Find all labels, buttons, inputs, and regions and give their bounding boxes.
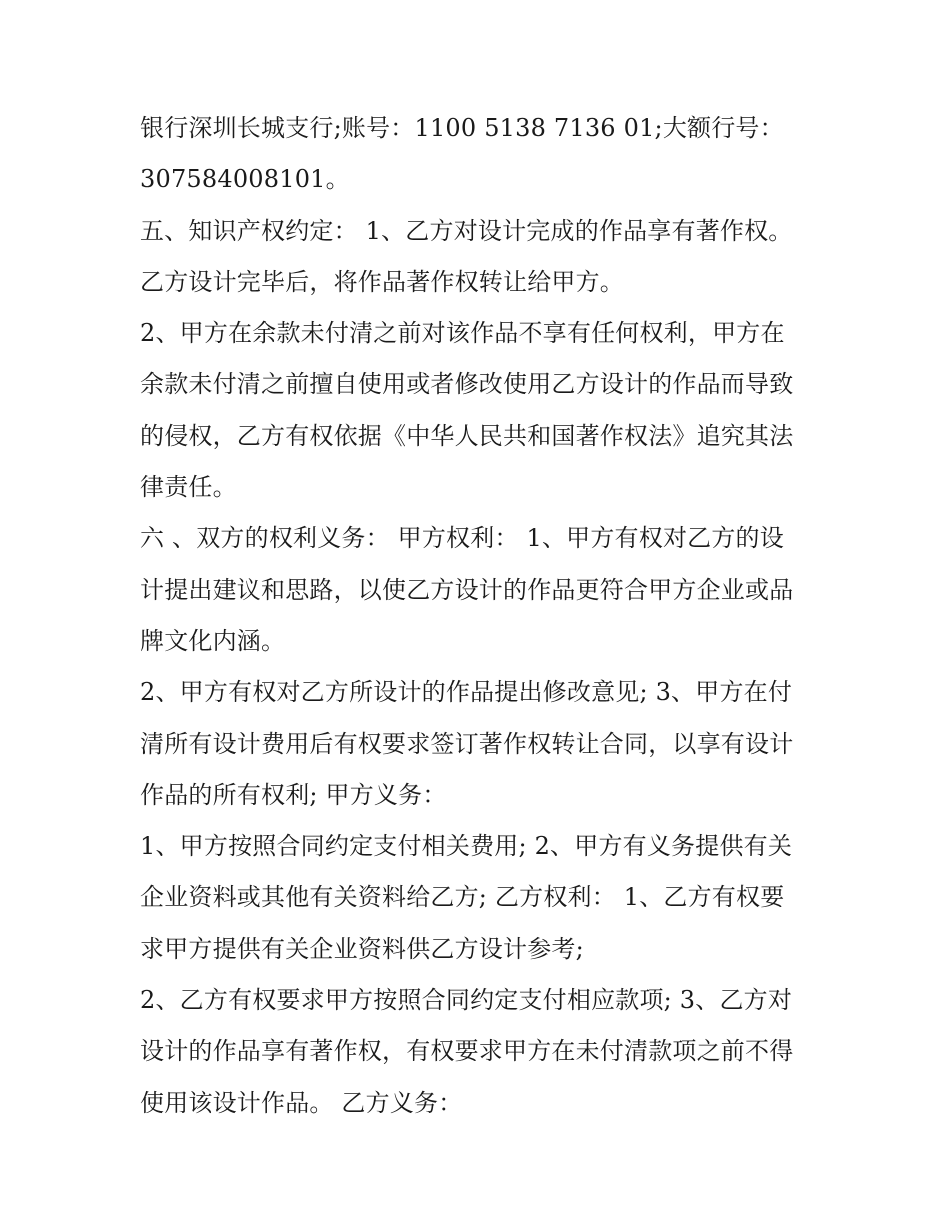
text-line: 计提出建议和思路，以使乙方设计的作品更符合甲方企业或品: [140, 575, 794, 604]
text-line: 设计的作品享有著作权，有权要求甲方在未付清款项之前不得: [140, 1037, 794, 1066]
text-line: 2、甲方在余款未付清之前对该作品不享有任何权利，甲方在: [140, 319, 785, 348]
document-body: [140, 103, 820, 1129]
text-line: 307584008101。: [140, 165, 350, 194]
text-line: 牌文化内涵。: [140, 626, 286, 655]
text-line: 乙方设计完毕后，将作品著作权转让给甲方。: [140, 267, 624, 296]
text-line: 求甲方提供有关企业资料供乙方设计参考;: [140, 934, 584, 963]
text-line: 的侵权，乙方有权依据《中华人民共和国著作权法》追究其法: [140, 421, 794, 450]
text-line: 六 、双方的权利义务： 甲方权利： 1、甲方有权对乙方的设: [140, 524, 784, 553]
text-line: 余款未付清之前擅自使用或者修改使用乙方设计的作品而导致: [140, 370, 794, 399]
text-line: 使用该设计作品。 乙方义务：: [140, 1088, 463, 1117]
text-line: 律责任。: [140, 473, 237, 502]
text-line: 2、乙方有权要求甲方按照合同约定支付相应款项; 3、乙方对: [140, 986, 793, 1015]
text-line: 作品的所有权利; 甲方义务：: [140, 780, 447, 809]
text-line: 企业资料或其他有关资料给乙方; 乙方权利： 1、乙方有权要: [140, 883, 785, 912]
text-line: 1、甲方按照合同约定支付相关费用; 2、甲方有义务提供有关: [140, 832, 793, 861]
text-line: 2、甲方有权对乙方所设计的作品提出修改意见; 3、甲方在付: [140, 678, 793, 707]
text-line: 银行深圳长城支行;账号：1100 5138 7136 01;大额行号：: [140, 114, 784, 142]
text-line: 五、知识产权约定： 1、乙方对设计完成的作品享有著作权。: [140, 216, 793, 245]
text-line: 清所有设计费用后有权要求签订著作权转让合同，以享有设计: [140, 729, 794, 758]
